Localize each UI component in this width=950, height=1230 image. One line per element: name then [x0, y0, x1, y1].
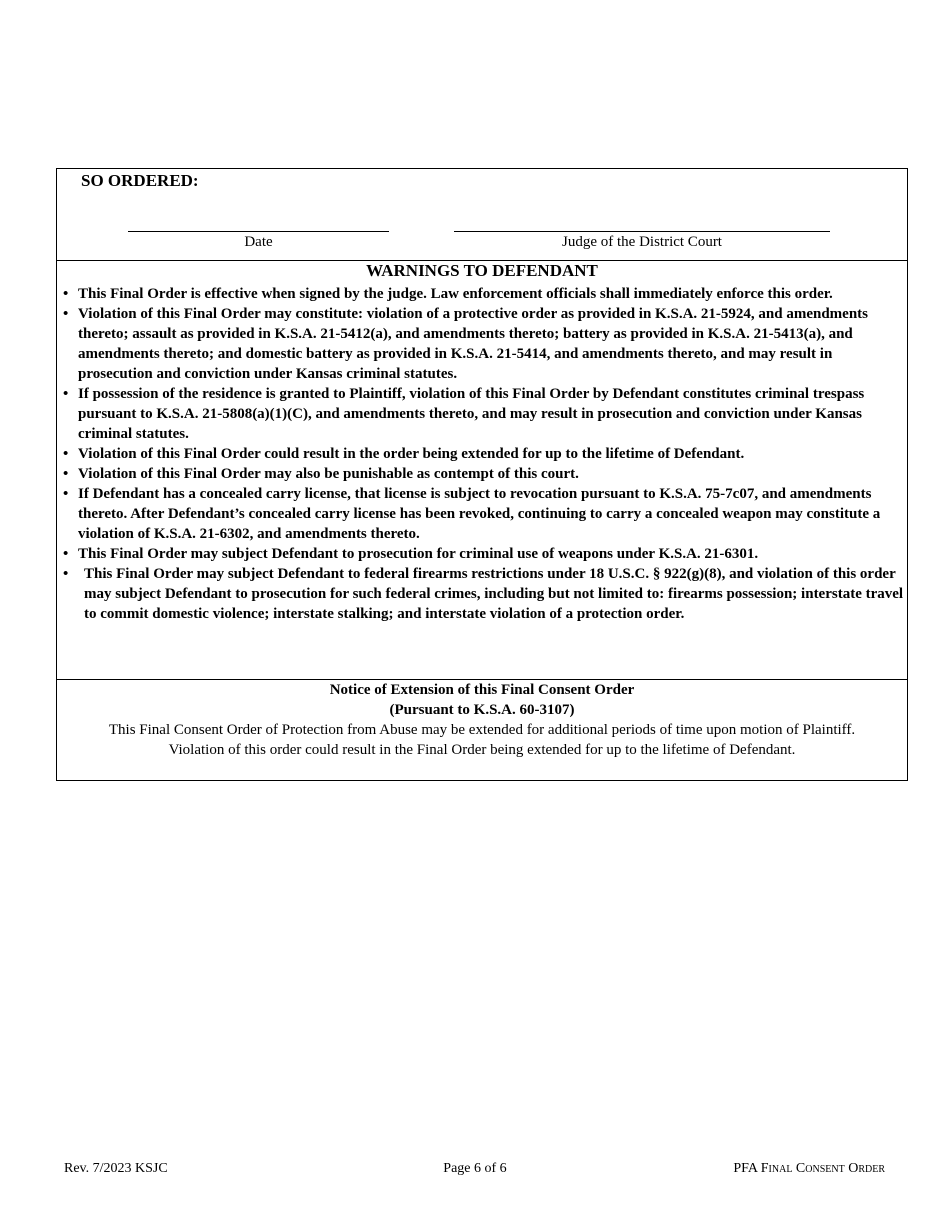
warnings-list [63, 284, 905, 624]
warning-item: • Violation of this Final Order may constitute: violation of a protective order as provided in K.S.A. 21-5924, and amendments thereto; assault as provided in K.S.A. 21-5412(a), and amendments thereto; battery as provided in K.S.A. 21-5413(a), and amendments thereto; and domestic battery as provided in K.S.A. 21-5414, and amendments thereto, and may result in prosecution and conviction under Kansas criminal statutes. [63, 306, 868, 382]
warning-item: • If Defendant has a concealed carry license, that license is subject to revocation pursuant to K.S.A. 75-7c07, and amendments thereto. After Defendant’s concealed carry license has been revoked, continuing to carry a concealed weapon may constitute a violation of K.S.A. 21-6302, and amendments thereto. [63, 486, 881, 542]
bullet-icon: • [63, 386, 69, 402]
judge-label: Judge of the District Court [562, 234, 722, 250]
bullet-icon: • [63, 466, 69, 482]
order-table [56, 168, 908, 781]
notice-section [57, 680, 907, 780]
warning-item: • Violation of this Final Order may also be punishable as contempt of this court. [63, 466, 579, 482]
bullet-icon: • [63, 286, 69, 302]
warnings-section [57, 261, 907, 680]
bullet-icon: • [63, 566, 69, 582]
warning-item: • If possession of the residence is granted to Plaintiff, violation of this Final Order by Defendant constitutes criminal trespass pursuant to K.S.A. 21-5808(a)(1)(C), and amendments thereto, and may result in prosecution and conviction under Kansas criminal statutes. [63, 386, 865, 442]
bullet-icon: • [63, 486, 69, 502]
notice-body-line-1: This Final Consent Order of Protection from Abuse may be extended for additional periods of time upon motion of Plaintiff. [108, 722, 856, 738]
footer-revision: Rev. 7/2023 KSJC [64, 1161, 168, 1176]
notice-title: Notice of Extension of this Final Consent Order [329, 682, 635, 698]
warning-item: • This Final Order may subject Defendant to federal firearms restrictions under 18 U.S.C. § 922(g)(8), and violation of this order may subject Defendant to prosecution for such federal crimes, including but not limited to: firearms possession; interstate travel to commit domestic violence; interstate stalking; and interstate violation of a protection order. [63, 566, 904, 622]
warnings-title: WARNINGS TO DEFENDANT [366, 261, 598, 280]
signature-section [57, 169, 907, 261]
footer-form-name: PFA Final Consent Order [733, 1161, 885, 1176]
date-signature-line [128, 231, 389, 232]
notice-body-line-2: Violation of this order could result in the Final Order being extended for up to the lifetime of Defendant. [168, 742, 796, 758]
date-label: Date [244, 234, 273, 250]
bullet-icon: • [63, 546, 69, 562]
footer-page-number: Page 6 of 6 [443, 1161, 507, 1176]
bullet-icon: • [63, 306, 69, 322]
judge-signature-line [454, 231, 830, 232]
notice-subtitle: (Pursuant to K.S.A. 60-3107) [389, 702, 575, 718]
warning-item: • This Final Order is effective when signed by the judge. Law enforcement officials shall immediately enforce this order. [63, 286, 833, 302]
bullet-icon: • [63, 446, 69, 462]
so-ordered-heading: SO ORDERED: [81, 171, 199, 190]
warning-item: • This Final Order may subject Defendant to prosecution for criminal use of weapons under K.S.A. 21-6301. [63, 546, 759, 562]
warning-item: • Violation of this Final Order could result in the order being extended for up to the lifetime of Defendant. [63, 446, 745, 462]
